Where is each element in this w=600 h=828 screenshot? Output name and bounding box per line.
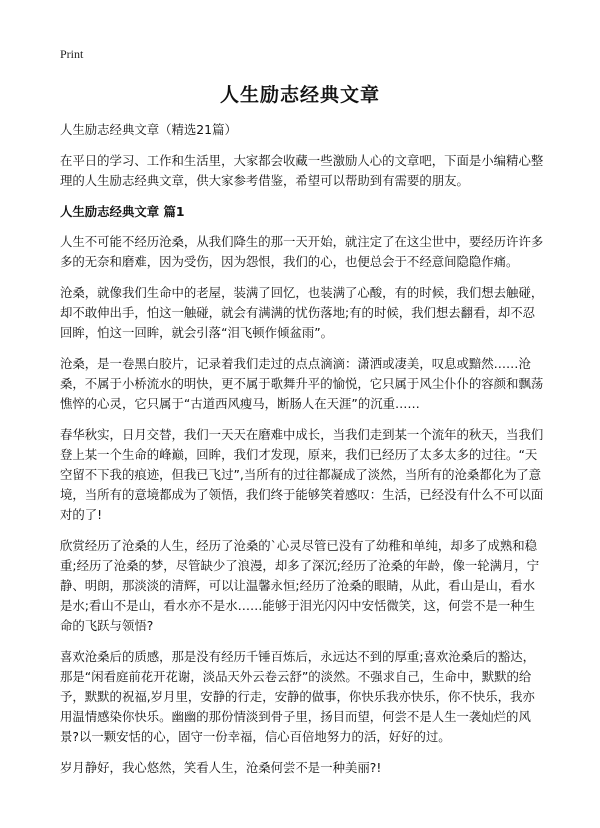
paragraph-5: 欣赏经历了沧桑的人生，经历了沧桑的`心灵尽管已没有了幼稚和单纯，却多了成熟和稳重;经历了沧桑的梦，尽管缺少了浪漫，却多了深沉;经历了沧桑的年龄，像一轮满月，宁静、明朗，那淡淡的清辉，可以让温馨永恒;经历了沧桑的眼睛，从此，看山是山，看水是水;看山不是山，看水亦不是水……能够于泪光闪闪中安恬微笑，这，何尝不是一种生命的飞跃与领悟?: [60, 538, 540, 633]
print-link[interactable]: Print: [60, 47, 84, 61]
page-title: 人生励志经典文章: [219, 84, 380, 106]
paragraph-2: 沧桑，就像我们生命中的老屋，装满了回忆，也装满了心酸，有的时候，我们想去触碰，却不敢伸出手，怕这一触碰，就会有满满的忧伤落地;有的时候，我们想去翻看，却不忍回眸，怕这一回眸，就会引落“泪飞顿作倾盆雨”。: [60, 285, 544, 340]
intro-paragraph: 在平日的学习、工作和生活里，大家都会收藏一些激励人心的文章吧，下面是小编精心整理的人生励志经典文章，供大家参考借鉴，希望可以帮助到有需要的朋友。: [60, 153, 544, 188]
paragraph-7: 岁月静好，我心悠然，笑看人生，沧桑何尝不是一种美丽?!: [60, 760, 382, 775]
paragraph-6: 喜欢沧桑后的质感，那是没有经历千锤百炼后，永远达不到的厚重;喜欢沧桑后的豁达，那是“闲看庭前花开花谢，淡品天外云卷云舒”的淡然。不强求自己，生命中，默默的给予，默默的祝福,岁月里，安静的行走，安静的做事，你快乐我亦快乐，你不快乐，我亦用温情感染你快乐。幽幽的那份情淡到骨子里，扬目而望，何尝不是人生一袭灿烂的风景?以一颗安恬的心，固守一份幸福，信心百倍地努力的活，好好的过。: [60, 649, 536, 744]
article-subtitle: 人生励志经典文章（精选21篇）: [60, 122, 237, 137]
paragraph-3: 沧桑，是一卷黑白胶片，记录着我们走过的点点滴滴：潇洒或凄美，叹息或黯然……沧桑，不属于小桥流水的明快，更不属于歌舞升平的愉悦，它只属于风尘仆仆的容颜和飘荡憔悴的心灵，它只属于“古道西风瘦马，断肠人在天涯”的沉重……: [60, 356, 544, 411]
section-heading: 人生励志经典文章 篇1: [60, 204, 185, 219]
paragraph-1: 人生不可能不经历沧桑，从我们降生的那一天开始，就注定了在这尘世中，要经历许许多多的无奈和磨难，因为受伤，因为怨恨，我们的心，也便总会于不经意间隐隐作痛。: [60, 234, 544, 269]
paragraph-4: 春华秋实，日月交替，我们一天天在磨难中成长，当我们走到某一个流年的秋天，当我们登上某一个生命的峰巅，回眸，我们才发现，原来，我们已经历了太多太多的过往。“天空留不下我的痕迹，但我已飞过”,当所有的过往都凝成了淡然，当所有的沧桑都化为了意境，当所有的意境都成为了领悟，我们终于能够笑着感叹：生活，已经没有什么不可以面对的了!: [60, 427, 544, 522]
article-body: [60, 120, 544, 789]
